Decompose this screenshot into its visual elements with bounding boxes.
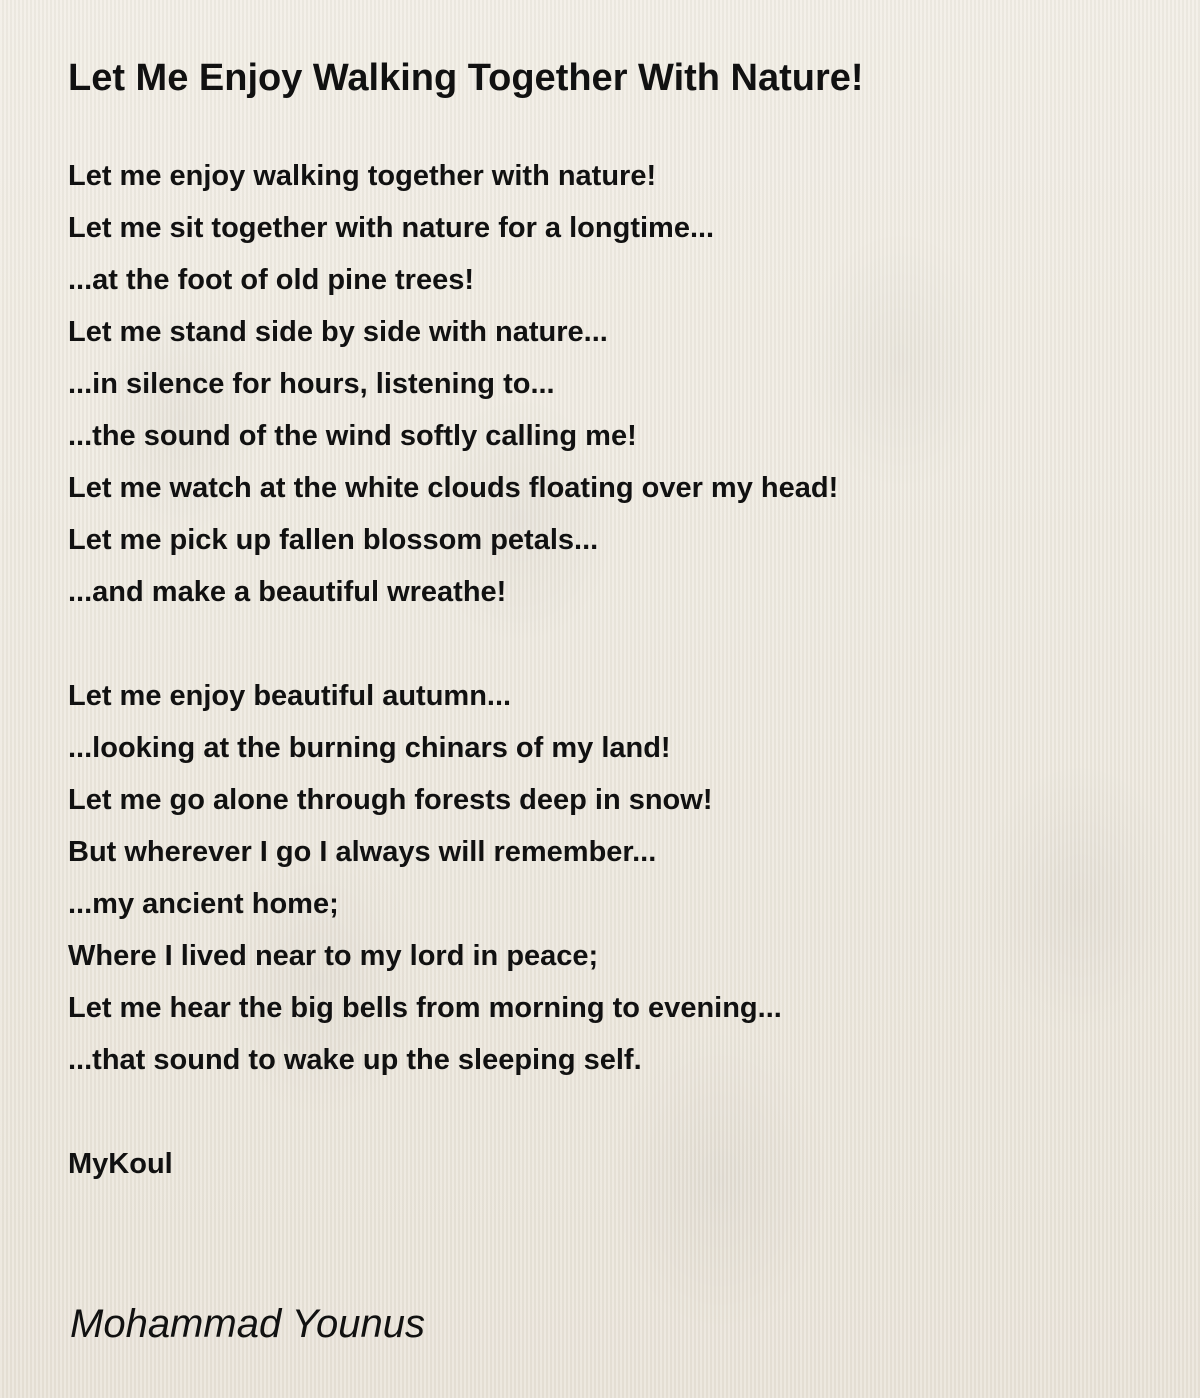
poem-line: ...the sound of the wind softly calling me!	[68, 420, 637, 452]
poem-line: ...at the foot of old pine trees!	[68, 264, 474, 296]
poem-line: Let me go alone through forests deep in snow!	[68, 784, 713, 816]
poem-line: ...my ancient home;	[68, 888, 339, 920]
poem-line: ...that sound to wake up the sleeping self.	[68, 1044, 642, 1076]
author-name: Mohammad Younus	[70, 1302, 426, 1346]
poem-title: Let Me Enjoy Walking Together With Nature!	[68, 57, 864, 99]
poem-line: ...and make a beautiful wreathe!	[68, 576, 507, 608]
poem-line: Let me pick up fallen blossom petals...	[68, 524, 599, 556]
poem-page	[68, 56, 1128, 1190]
poem-line: ...looking at the burning chinars of my land!	[68, 732, 671, 764]
poem-line: But wherever I go I always will remember...	[68, 836, 657, 868]
stanza-2	[68, 670, 1128, 1086]
poem-line: Let me watch at the white clouds floating over my head!	[68, 472, 839, 504]
poem-line: ...in silence for hours, listening to...	[68, 368, 555, 400]
poem-line: Let me enjoy beautiful autumn...	[68, 680, 512, 712]
stanza-1	[68, 150, 1128, 618]
poem-line: Let me enjoy walking together with nature!	[68, 160, 657, 192]
poem-line: Let me hear the big bells from morning to evening...	[68, 992, 782, 1024]
poem-line: Let me stand side by side with nature...	[68, 316, 608, 348]
poem-body	[68, 150, 1128, 1190]
poem-signature: MyKoul	[68, 1148, 173, 1180]
poem-line: Where I lived near to my lord in peace;	[68, 940, 599, 972]
poem-line: Let me sit together with nature for a longtime...	[68, 212, 715, 244]
